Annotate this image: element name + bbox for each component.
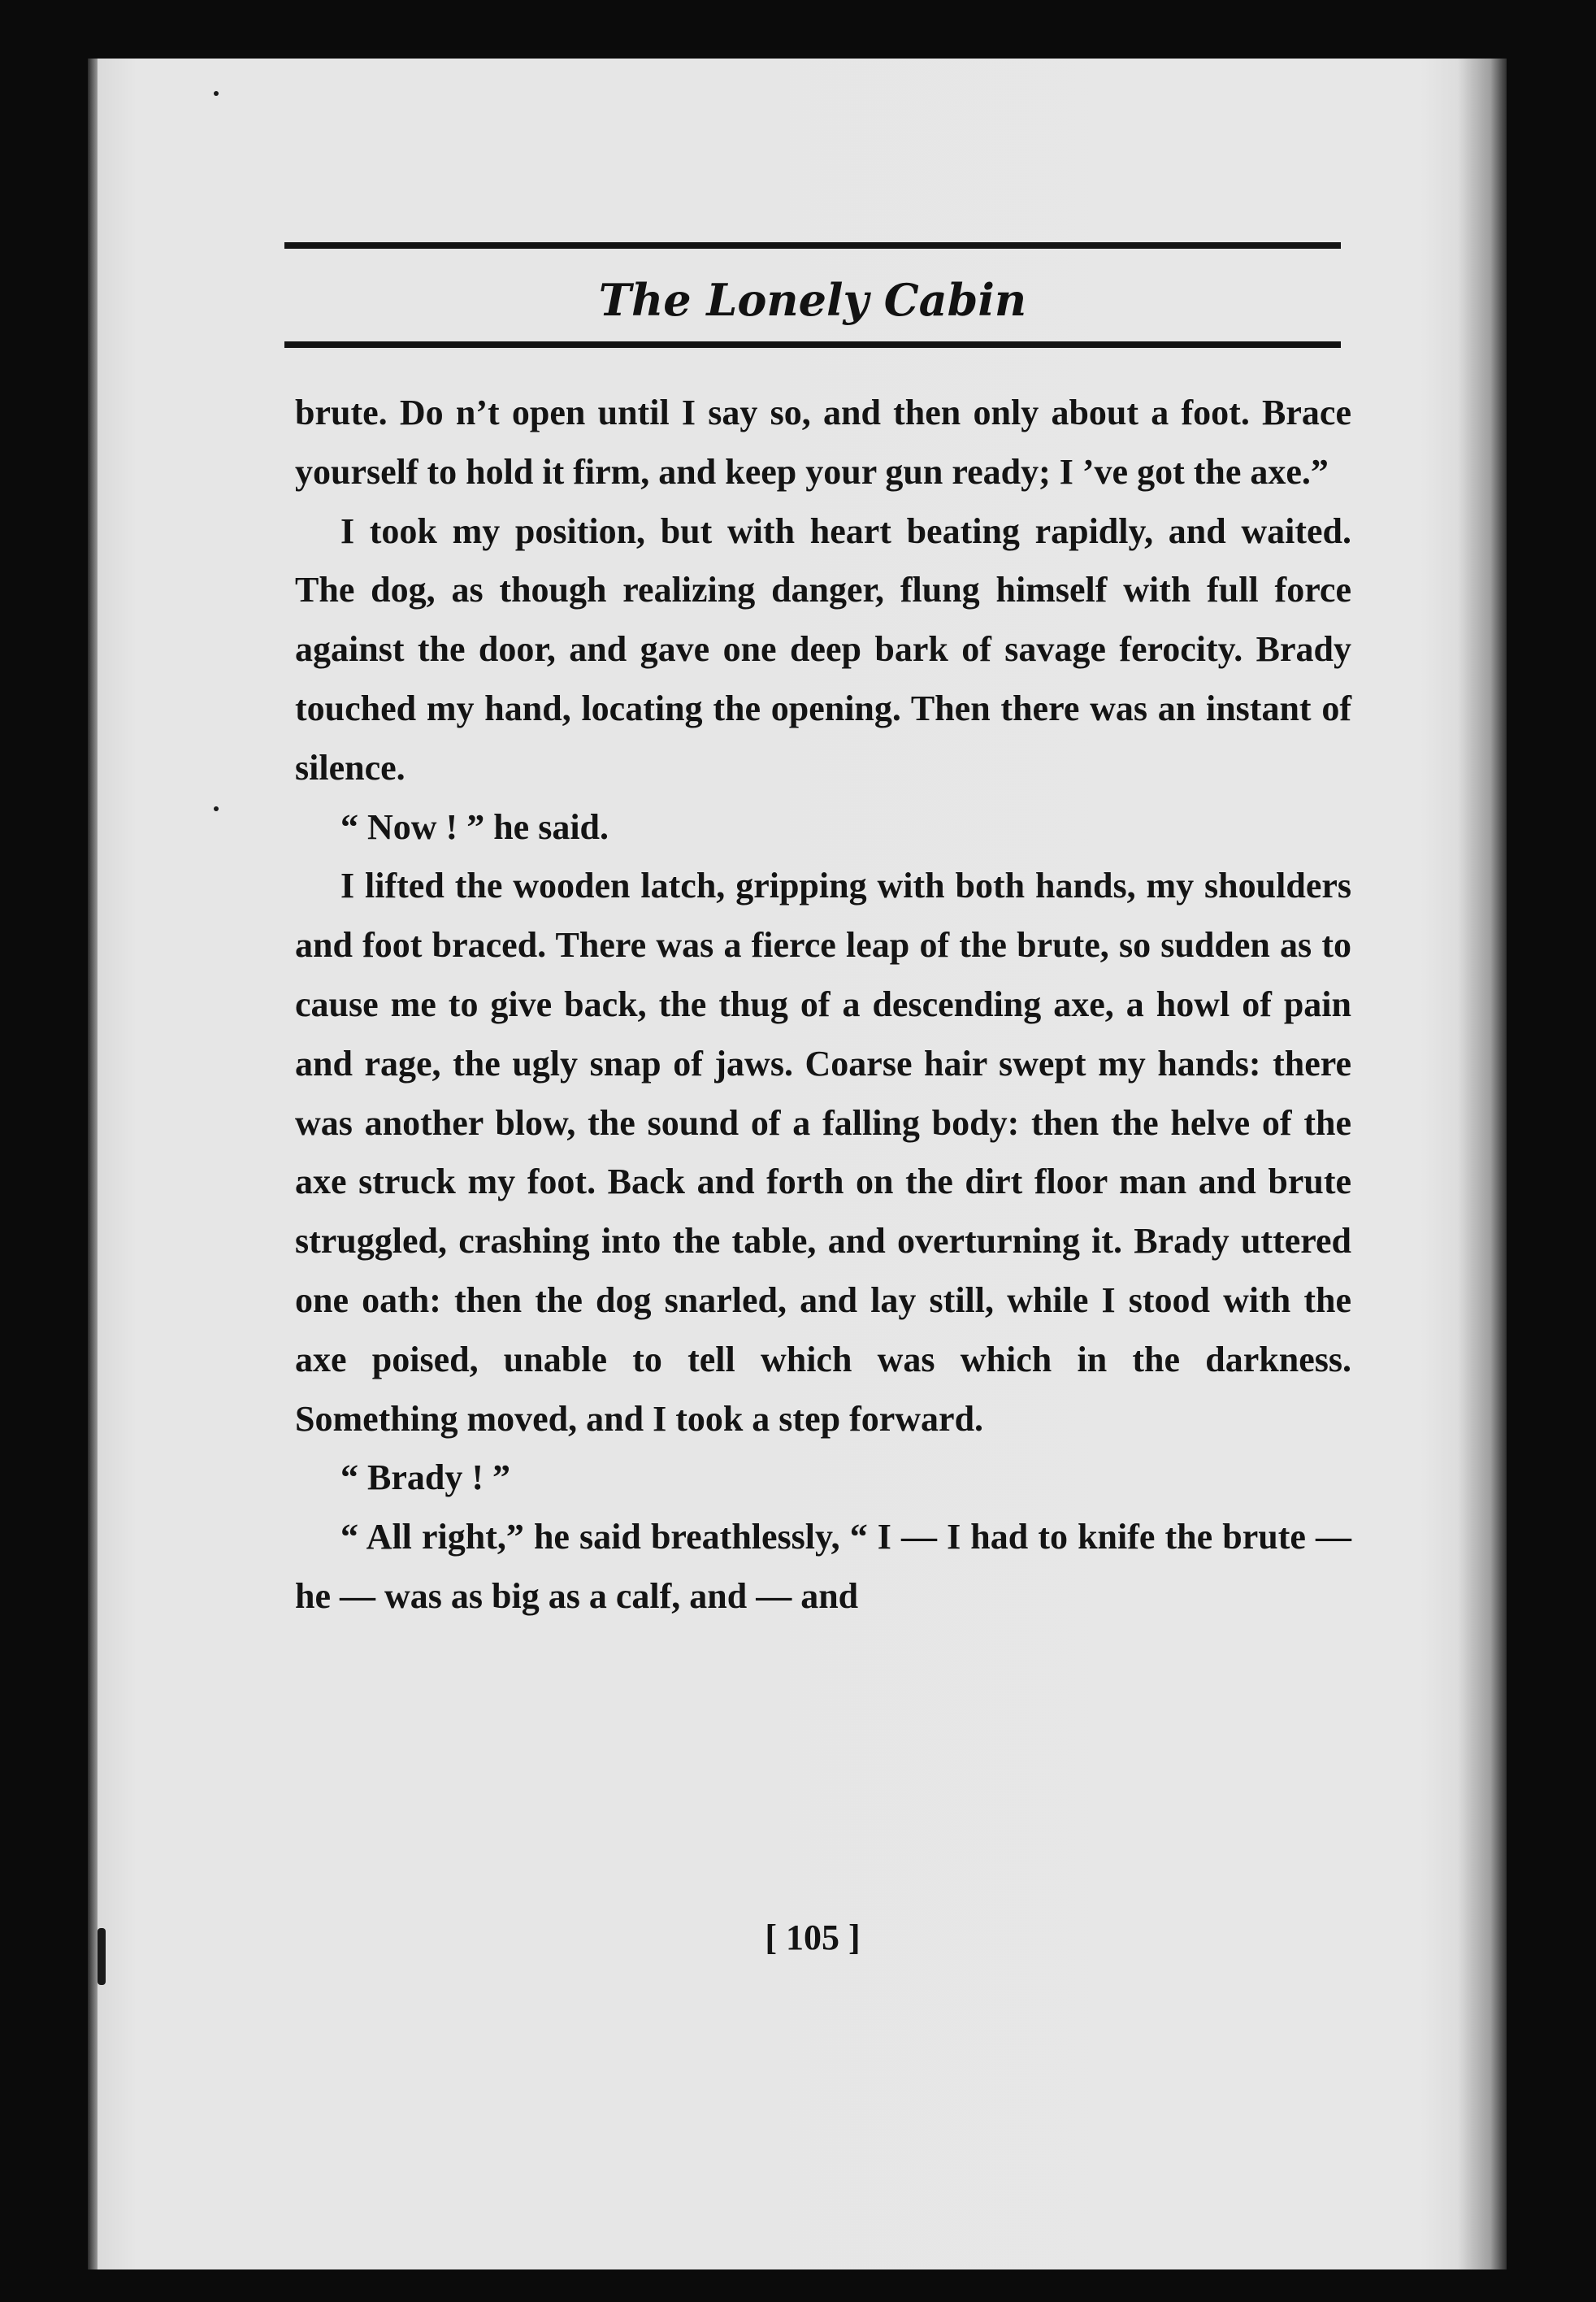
scan-speck [214, 91, 219, 96]
book-page [88, 59, 1507, 2269]
page-edge-shadow [1458, 59, 1507, 2269]
paragraph: “ All right,” he said breathlessly, “ I — I had to knife the brute — he — was as big as a calf, and — and [295, 1517, 1351, 1616]
paragraph: “ Brady ! ” [340, 1457, 510, 1498]
scan-speck [214, 806, 219, 811]
body-text [295, 384, 1351, 1627]
paragraph: I took my position, but with heart beating rapidly, and waited. The dog, as though realizing danger, flung himself with full force against the door, and gave one deep bark of savage ferocity. Brady touched my hand, locating the opening. Then there was an instant of silence. [295, 510, 1351, 788]
running-head: The Lonely Cabin [598, 274, 1027, 326]
binding-edge [88, 59, 98, 2269]
page-number: [ 105 ] [765, 1918, 861, 1957]
scan-speck [98, 1928, 106, 1985]
paragraph: I lifted the wooden latch, gripping with both hands, my shoulders and foot braced. There was a fierce leap of the brute, so sudden as to cause me to give back, the thug of a descending axe, a howl of pain and rage, the ugly snap of jaws. Coarse hair swept my hands: there was another blow, the sound of a falling body: then the helve of the axe struck my foot. Back and forth on the dirt floor man and brute struggled, crashing into the table, and overturning it. Brady uttered one oath: then the dog snarled, and lay still, while I stood with the axe poised, unable to tell which was which in the darkness. Something moved, and I took a step forward. [295, 866, 1351, 1439]
paragraph: “ Now ! ” he said. [340, 806, 609, 847]
header-rule-bottom [284, 341, 1341, 348]
paragraph: brute. Do n’t open until I say so, and then only about a foot. Brace yourself to hold it firm, and keep your gun ready; I ’ve got the axe.” [295, 393, 1351, 492]
header-rule-top [284, 242, 1341, 249]
